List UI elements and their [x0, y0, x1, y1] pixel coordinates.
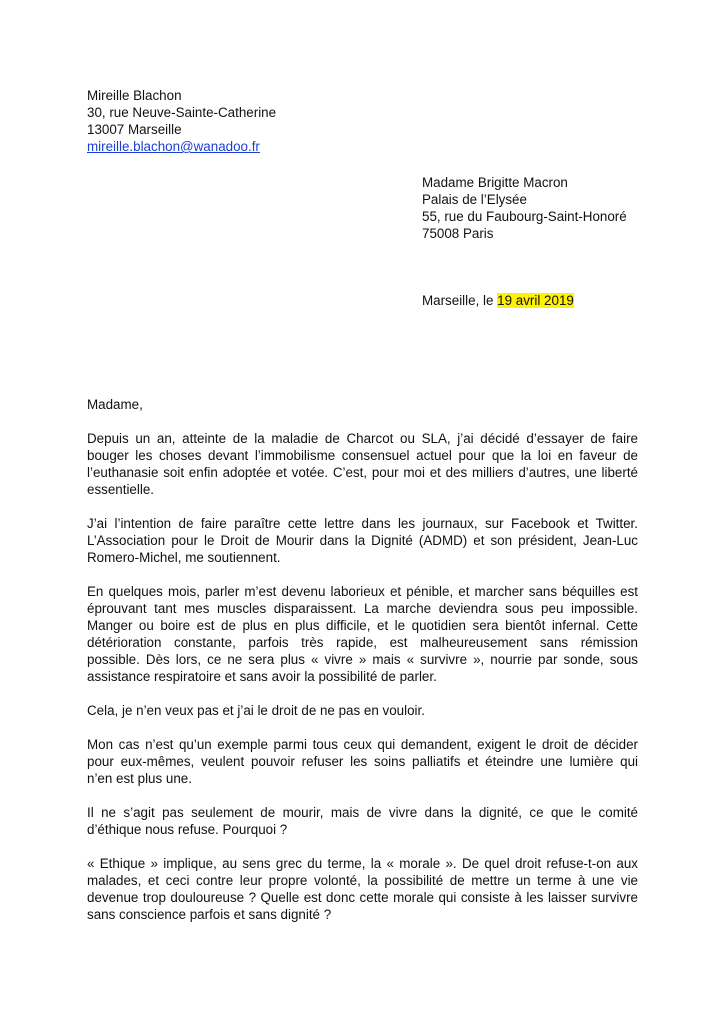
paragraph-line: Il ne s’agit pas seulement de mourir, mais de vivre dans la dignité, ce que le comité — [87, 805, 638, 820]
paragraph-line: éprouvant tant mes muscles disparaissent. La marche deviendra sous peu impossible. — [87, 601, 638, 616]
paragraph-line: Depuis un an, atteinte de la maladie de Charcot ou SLA, j’ai décidé d’essayer de faire — [87, 431, 638, 446]
paragraph-line: l’euthanasie soit enfin adoptée et votée. C’est, pour moi et des milliers d’autres, une liberté — [87, 465, 638, 480]
recipient-building: Palais de l’Elysée — [422, 192, 527, 207]
recipient-street: 55, rue du Faubourg-Saint-Honoré — [422, 209, 627, 224]
paragraph-line: n’en est plus une. — [87, 771, 192, 786]
recipient-city: 75008 Paris — [422, 226, 494, 241]
paragraph-line: « Ethique » implique, au sens grec du terme, la « morale ». De quel droit refuse-t-on aux — [87, 856, 638, 871]
paragraph-line: devenue trop douloureuse ? Quelle est donc cette morale qui consiste à les laisser survivre — [87, 890, 638, 905]
paragraph-line: essentielle. — [87, 482, 154, 497]
body-paragraph — [87, 515, 638, 566]
paragraph-line: pour eux-mêmes, veulent pouvoir refuser les soins palliatifs et éteindre une lumière qui — [87, 754, 638, 769]
paragraph-line: Cela, je n’en veux pas et j’ai le droit de ne pas en vouloir. — [87, 703, 425, 718]
paragraph-line: Romero-Michel, me soutiennent. — [87, 550, 281, 565]
body-paragraph — [87, 804, 638, 838]
body-paragraph — [87, 702, 638, 719]
letter-body — [87, 396, 638, 940]
paragraph-line: bouger les choses devant l’immobilisme consensuel actuel pour que la loi en faveur de — [87, 448, 638, 463]
dateline-row — [422, 292, 574, 309]
paragraph-line: L’Association pour le Droit de Mourir dans la Dignité (ADMD) et son président, Jean-Luc — [87, 533, 638, 548]
recipient-name: Madame Brigitte Macron — [422, 175, 568, 190]
sender-address — [87, 87, 276, 155]
recipient-address — [422, 174, 627, 242]
paragraph-line: J’ai l’intention de faire paraître cette lettre dans les journaux, sur Facebook et Twitter. — [87, 516, 638, 531]
body-paragraph — [87, 736, 638, 787]
dateline-date: 19 avril 2019 — [497, 293, 574, 308]
body-paragraph — [87, 430, 638, 498]
salutation — [87, 396, 638, 413]
paragraph-line: Mon cas n’est qu’un exemple parmi tous ceux qui demandent, exigent le droit de décider — [87, 737, 638, 752]
paragraph-line: En quelques mois, parler m’est devenu laborieux et pénible, et marcher sans béquilles est — [87, 584, 638, 599]
paragraph-line: assistance respiratoire et sans avoir la possibilité de parler. — [87, 669, 437, 684]
paragraph-line: d’éthique nous refuse. Pourquoi ? — [87, 822, 288, 837]
sender-street: 30, rue Neuve-Sainte-Catherine — [87, 105, 277, 120]
body-paragraph — [87, 583, 638, 685]
sender-city: 13007 Marseille — [87, 122, 182, 137]
dateline-place: Marseille, le — [422, 293, 498, 308]
paragraphs-container — [87, 430, 638, 923]
sender-name: Mireille Blachon — [87, 88, 182, 103]
paragraph-line: Manger ou boire est de plus en plus difficile, et le quotidien sera bientôt infernal. Cette — [87, 618, 638, 633]
paragraph-line: possible. Dès lors, ce ne sera plus « vivre » mais « survivre », nourrie par sonde, sous — [87, 652, 638, 667]
body-paragraph — [87, 855, 638, 923]
paragraph-line: malades, et ceci contre leur propre volonté, la possibilité de mettre un terme à une vie — [87, 873, 638, 888]
paragraph-line: détérioration constante, parfois très rapide, est malheureusement sans rémission — [87, 635, 638, 650]
sender-email-link[interactable]: mireille.blachon@wanadoo.fr — [87, 139, 260, 154]
salutation-text: Madame, — [87, 397, 143, 412]
dateline — [422, 292, 574, 309]
paragraph-line: sans conscience parfois et sans dignité ? — [87, 907, 332, 922]
